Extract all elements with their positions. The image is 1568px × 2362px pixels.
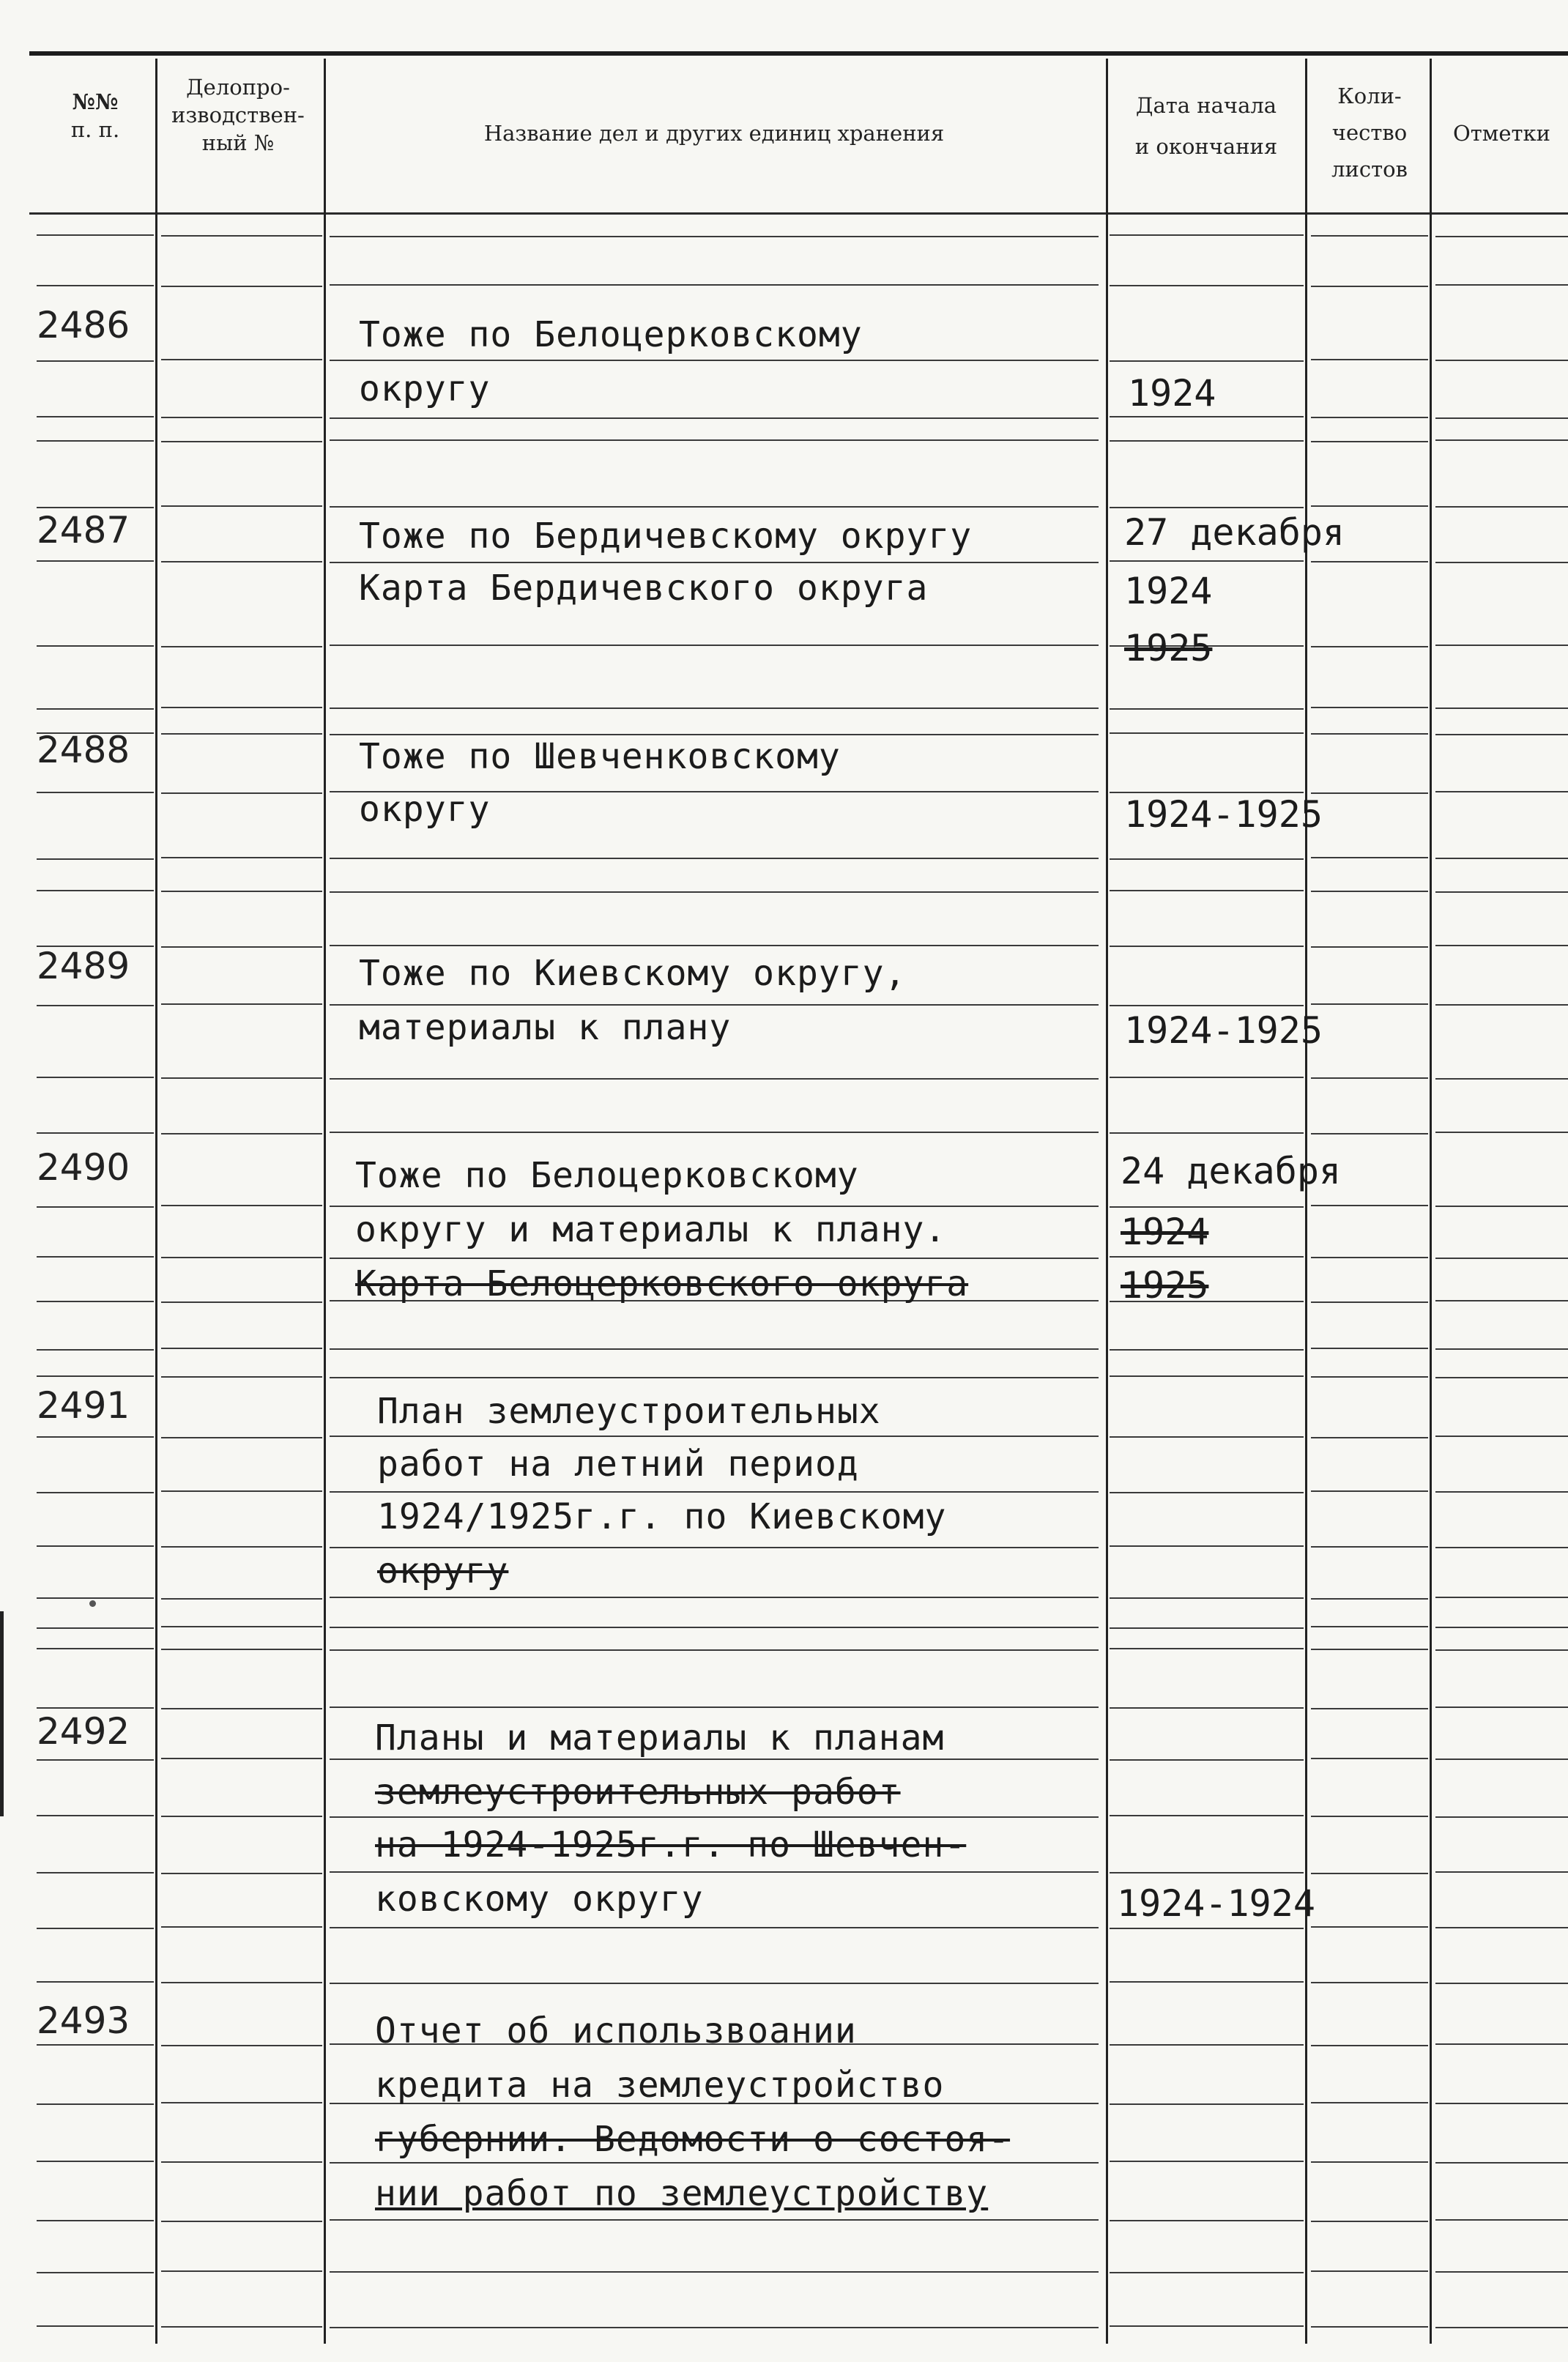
- ruled-line: [1311, 1758, 1428, 1759]
- ruled-line: [1311, 235, 1428, 237]
- header-col-dates: [1107, 92, 1305, 160]
- ruled-line: [1311, 1003, 1428, 1005]
- entry-2492-line3: на 1924-1925г.г. по Шевчен-: [375, 1824, 967, 1865]
- entry-2487-number: 2487: [37, 509, 130, 551]
- ruled-line: [161, 359, 322, 360]
- ruled-line: [161, 1546, 322, 1548]
- ruled-line: [161, 1257, 322, 1258]
- ruled-line: [1110, 1981, 1304, 1983]
- entry-2493-number: 2493: [37, 1999, 130, 2042]
- header-top-rule: [29, 51, 1568, 56]
- ruled-line: [1311, 1873, 1428, 1874]
- entry-2491-line1: План землеустроительных: [377, 1391, 881, 1432]
- ruled-line: [161, 946, 322, 948]
- ruled-line: [37, 1707, 154, 1709]
- ruled-line: [1311, 561, 1428, 562]
- ruled-line: [161, 1301, 322, 1303]
- ruled-line: [37, 645, 154, 647]
- ruled-line: [1311, 946, 1428, 948]
- ruled-line: [330, 284, 1099, 286]
- ruled-line: [1435, 1078, 1568, 1080]
- ruled-line: [37, 1005, 154, 1006]
- ruled-line: [161, 1982, 322, 1983]
- ruled-line: [330, 1983, 1099, 1984]
- header-col-case-line3: ный №: [201, 130, 275, 155]
- header-col-title-text: Название дел и других единиц хранения: [483, 121, 945, 146]
- ruled-line: [1311, 1926, 1428, 1928]
- ruled-line: [1311, 646, 1428, 647]
- entry-2493-line1: Отчет об использвоании: [375, 2010, 857, 2051]
- ruled-line: [37, 792, 154, 793]
- entry-2492-line4: ковскому округу: [375, 1879, 704, 1920]
- ruled-line: [1435, 1983, 1568, 1984]
- ruled-line: [1311, 1626, 1428, 1627]
- ruled-line: [37, 1627, 154, 1629]
- ruled-line: [1311, 1301, 1428, 1303]
- header-col-sheets: [1307, 82, 1432, 183]
- column-divider-3: [1106, 59, 1108, 2344]
- ruled-line: [330, 1132, 1099, 1133]
- ruled-line: [1435, 1627, 1568, 1628]
- ruled-line: [161, 1816, 322, 1817]
- ruled-line: [1311, 441, 1428, 442]
- ruled-line: [1311, 1708, 1428, 1709]
- ruled-line: [37, 1132, 154, 1134]
- ruled-line: [1110, 858, 1304, 860]
- entry-2487-date1: 27 декабря: [1124, 511, 1345, 554]
- ruled-line: [1311, 1490, 1428, 1492]
- entry-2488-date: 1924-1925: [1124, 793, 1323, 836]
- ruled-line: [1311, 792, 1428, 794]
- header-col-number-line2: п. п.: [70, 117, 120, 142]
- ruled-line: [37, 1206, 154, 1208]
- header-col-notes-text: Отметки: [1452, 121, 1551, 146]
- ruled-line: [1435, 1706, 1568, 1708]
- ruled-line: [330, 236, 1099, 237]
- ruled-line: [1435, 1758, 1568, 1760]
- header-col-number-line1: №№: [72, 89, 119, 114]
- ruled-line: [1311, 2045, 1428, 2046]
- ruled-line: [37, 2220, 154, 2221]
- ruled-line: [161, 2326, 322, 2328]
- ruled-line: [1110, 1597, 1304, 1599]
- ruled-line: [37, 1077, 154, 1078]
- ruled-line: [1435, 1871, 1568, 1873]
- ruled-line: [330, 1078, 1099, 1080]
- ruled-line: [1435, 858, 1568, 859]
- entry-2491-number: 2491: [37, 1384, 130, 1427]
- entry-2488-number: 2488: [37, 729, 130, 771]
- ruled-line: [1311, 359, 1428, 360]
- ruled-line: [1311, 1649, 1428, 1650]
- entry-2489-line2: материалы к плану: [359, 1007, 732, 1048]
- ruled-line: [1311, 2102, 1428, 2103]
- ruled-line: [1110, 2272, 1304, 2273]
- ruled-line: [161, 2045, 322, 2046]
- ruled-line: [1435, 2043, 1568, 2045]
- ruled-line: [1311, 1077, 1428, 1079]
- header-col-case-line2: изводствен-: [171, 103, 305, 127]
- entry-2492-line1: Планы и материалы к планам: [375, 1717, 945, 1758]
- ruled-line: [330, 1377, 1099, 1378]
- ruled-line: [330, 891, 1099, 893]
- ruled-line: [1311, 891, 1428, 892]
- ruled-line: [1435, 2327, 1568, 2328]
- column-divider-4: [1305, 59, 1307, 2344]
- ruled-line: [37, 1301, 154, 1302]
- ruled-line: [1435, 1004, 1568, 1006]
- column-divider-2: [324, 59, 326, 2344]
- entry-2490-line3: Карта Белоцерковского округа: [355, 1263, 969, 1304]
- entry-2486-line2: округу: [359, 368, 491, 409]
- ruled-line: [1311, 707, 1428, 708]
- ruled-line: [37, 1597, 154, 1599]
- ruled-line: [1435, 1547, 1568, 1548]
- ruled-line: [37, 1545, 154, 1547]
- ruled-line: [161, 417, 322, 418]
- ruled-line: [37, 234, 154, 236]
- ruled-line: [1110, 1545, 1304, 1547]
- ruled-line: [161, 1649, 322, 1650]
- entry-2487-date2: 1924: [1124, 570, 1213, 612]
- ruled-line: [1435, 1206, 1568, 1207]
- ruled-line: [1311, 1598, 1428, 1600]
- ruled-line: [1435, 645, 1568, 646]
- ruled-line: [1110, 560, 1304, 562]
- ruled-line: [1435, 791, 1568, 792]
- column-divider-5: [1430, 59, 1432, 2344]
- entry-2486-date: 1924: [1128, 372, 1216, 415]
- ruled-line: [330, 1927, 1099, 1928]
- ruled-line: [37, 1492, 154, 1493]
- ruled-line: [1110, 1132, 1304, 1134]
- ruled-line: [1435, 1348, 1568, 1350]
- entry-2490-number: 2490: [37, 1146, 130, 1189]
- ruled-line: [37, 507, 154, 508]
- ruled-line: [1311, 286, 1428, 287]
- ruled-line: [1110, 2220, 1304, 2221]
- entry-2493-line3: губернии. Ведомости о состоя-: [375, 2119, 1011, 2160]
- ruled-line: [1311, 1257, 1428, 1258]
- ruled-line: [1435, 945, 1568, 946]
- ruled-line: [161, 1598, 322, 1600]
- ruled-line: [37, 2272, 154, 2273]
- ruled-line: [161, 1003, 322, 1005]
- ruled-line: [161, 286, 322, 287]
- ruled-line: [1110, 234, 1304, 236]
- entry-2488-line2: округу: [359, 789, 491, 830]
- ruled-line: [1110, 1349, 1304, 1351]
- ruled-line: [1110, 1375, 1304, 1377]
- entry-2489-date: 1924-1925: [1124, 1009, 1323, 1052]
- header-col-dates-line1: Дата начала: [1135, 93, 1277, 118]
- ruled-line: [330, 1627, 1099, 1628]
- ruled-line: [1110, 360, 1304, 362]
- ruled-line: [161, 1626, 322, 1627]
- entry-2487-date3: 1925: [1124, 627, 1213, 669]
- ruled-line: [161, 1490, 322, 1492]
- ruled-line: [1311, 2270, 1428, 2272]
- ruled-line: [1110, 708, 1304, 710]
- ruled-line: [161, 1437, 322, 1438]
- ruled-line: [330, 1649, 1099, 1651]
- ruled-line: [1435, 2271, 1568, 2273]
- ruled-line: [37, 1815, 154, 1816]
- ruled-line: [1110, 890, 1304, 891]
- ruled-line: [161, 2221, 322, 2222]
- ruled-line: [1435, 1377, 1568, 1378]
- header-col-title: [330, 119, 1099, 147]
- ruled-line: [1311, 1437, 1428, 1438]
- ruled-line: [1435, 1597, 1568, 1598]
- ruled-line: [1311, 2161, 1428, 2163]
- ruled-line: [1435, 1816, 1568, 1818]
- entry-2491-line4: округу: [377, 1550, 509, 1592]
- entry-2491-line3: 1924/1925г.г. по Киевскому: [377, 1496, 947, 1537]
- ruled-line: [1110, 1627, 1304, 1629]
- header-col-case-line1: Делопро-: [186, 75, 290, 100]
- entry-2490-line1: Тоже по Белоцерковскому: [355, 1155, 859, 1196]
- entry-2489-number: 2489: [37, 945, 130, 987]
- entry-2489-line1: Тоже по Киевскому округу,: [359, 953, 907, 994]
- ruled-line: [1435, 1649, 1568, 1651]
- entry-2487-line2: Карта Бердичевского округа: [359, 568, 929, 609]
- ruled-line: [1110, 1492, 1304, 1493]
- header-col-case-number: [154, 73, 322, 157]
- entry-2490-date1: 24 декабря: [1121, 1150, 1342, 1192]
- ruled-line: [161, 505, 322, 507]
- column-divider-1: [155, 59, 157, 2344]
- ruled-line: [330, 1348, 1099, 1350]
- ruled-line: [1435, 439, 1568, 441]
- entry-2493-line4: нии работ по землеустройству: [375, 2173, 989, 2214]
- ruled-line: [1110, 1648, 1304, 1649]
- ruled-line: [1435, 1300, 1568, 1301]
- ruled-line: [161, 857, 322, 858]
- ruled-line: [37, 2161, 154, 2162]
- ink-dot: [89, 1600, 96, 1607]
- ruled-line: [161, 792, 322, 794]
- left-edge-mark: [0, 1611, 4, 1816]
- ruled-line: [1110, 1077, 1304, 1078]
- entry-2490-line2: округу и материалы к плану.: [355, 1209, 947, 1250]
- ruled-line: [1311, 2221, 1428, 2222]
- ruled-line: [330, 858, 1099, 859]
- ruled-line: [1110, 1436, 1304, 1438]
- ruled-line: [1435, 891, 1568, 893]
- ruled-line: [37, 1981, 154, 1983]
- entry-2492-date: 1924-1924: [1117, 1882, 1315, 1925]
- ruled-line: [1435, 2162, 1568, 2164]
- ruled-line: [1311, 1133, 1428, 1134]
- ruled-line: [37, 858, 154, 860]
- ruled-line: [330, 708, 1099, 709]
- ruled-line: [1311, 417, 1428, 418]
- entry-2493-line2: кредита на землеустройство: [375, 2065, 945, 2106]
- ruled-line: [161, 2270, 322, 2272]
- ruled-line: [161, 707, 322, 708]
- ruled-line: [1435, 2103, 1568, 2104]
- ruled-line: [1311, 2326, 1428, 2328]
- ruled-line: [1311, 733, 1428, 735]
- ruled-line: [1311, 1982, 1428, 1983]
- header-bottom-rule: [29, 212, 1568, 215]
- header-col-dates-line2: и окончания: [1134, 134, 1278, 159]
- ruled-line: [1110, 2103, 1304, 2105]
- ruled-line: [161, 1133, 322, 1134]
- header-col-sheets-line1: Коли-: [1337, 83, 1402, 108]
- ruled-line: [1435, 1491, 1568, 1493]
- ruled-line: [330, 439, 1099, 441]
- header-col-number: [40, 88, 150, 144]
- ruled-line: [161, 2102, 322, 2103]
- ruled-line: [1435, 734, 1568, 735]
- ruled-line: [1435, 1436, 1568, 1437]
- ruled-line: [161, 891, 322, 892]
- header-col-sheets-line2: чество: [1331, 120, 1408, 145]
- ruled-line: [37, 440, 154, 442]
- ruled-line: [1110, 2325, 1304, 2327]
- ruled-line: [37, 1436, 154, 1438]
- ruled-line: [37, 2325, 154, 2327]
- ruled-line: [161, 561, 322, 562]
- ruled-line: [161, 2161, 322, 2163]
- ruled-line: [330, 506, 1099, 508]
- ruled-line: [1110, 440, 1304, 442]
- ruled-line: [161, 1348, 322, 1349]
- ruled-line: [161, 646, 322, 647]
- entry-2490-date2: 1924: [1121, 1211, 1209, 1253]
- ruled-line: [161, 1926, 322, 1928]
- ruled-line: [161, 1376, 322, 1378]
- ruled-line: [37, 1928, 154, 1929]
- ruled-line: [1311, 1546, 1428, 1548]
- ruled-line: [161, 733, 322, 735]
- ruled-line: [161, 441, 322, 442]
- ruled-line: [1435, 708, 1568, 709]
- ruled-line: [37, 1648, 154, 1649]
- ruled-line: [1311, 1376, 1428, 1378]
- ruled-line: [1435, 1132, 1568, 1133]
- ruled-line: [1110, 285, 1304, 286]
- ruled-line: [1435, 506, 1568, 508]
- ruled-line: [1110, 2161, 1304, 2162]
- ruled-line: [330, 1706, 1099, 1708]
- entry-2490-date3: 1925: [1121, 1264, 1209, 1307]
- ruled-line: [161, 1205, 322, 1206]
- ruled-line: [37, 1256, 154, 1258]
- ruled-line: [1110, 732, 1304, 734]
- ruled-line: [1435, 2219, 1568, 2221]
- entry-2486-line1: Тоже по Белоцерковскому: [359, 314, 863, 355]
- header-col-notes: [1435, 119, 1568, 147]
- ruled-line: [37, 416, 154, 417]
- ruled-line: [37, 1375, 154, 1377]
- entry-2492-line2: землеустроительных работ: [375, 1772, 901, 1813]
- ruled-line: [1311, 1205, 1428, 1206]
- ruled-line: [1311, 1816, 1428, 1817]
- ruled-line: [161, 1077, 322, 1079]
- ruled-line: [161, 1758, 322, 1759]
- entry-2491-line2: работ на летний период: [377, 1444, 859, 1485]
- ruled-line: [37, 285, 154, 286]
- ruled-line: [1435, 1258, 1568, 1259]
- ruled-line: [1435, 562, 1568, 563]
- entry-2492-number: 2492: [37, 1710, 130, 1753]
- ruled-line: [37, 1759, 154, 1761]
- ruled-line: [37, 560, 154, 562]
- ruled-line: [37, 2044, 154, 2046]
- ruled-line: [1311, 1348, 1428, 1349]
- ruled-line: [37, 1349, 154, 1351]
- ruled-line: [1110, 1872, 1304, 1873]
- ruled-line: [1110, 1759, 1304, 1761]
- ruled-line: [1110, 946, 1304, 947]
- ruled-line: [1110, 1707, 1304, 1709]
- ruled-line: [37, 1872, 154, 1873]
- ruled-line: [330, 645, 1099, 646]
- entry-2488-line1: Тоже по Шевченковскому: [359, 736, 841, 777]
- ruled-line: [37, 708, 154, 710]
- ruled-line: [1435, 417, 1568, 419]
- ruled-line: [161, 1708, 322, 1709]
- ruled-line: [330, 417, 1099, 419]
- entry-2487-line1: Тоже по Бердичевскому округу: [359, 516, 973, 557]
- ruled-line: [330, 2327, 1099, 2328]
- ruled-line: [161, 235, 322, 237]
- ruled-line: [37, 2103, 154, 2105]
- header-col-sheets-line3: листов: [1331, 157, 1408, 182]
- ruled-line: [330, 2271, 1099, 2273]
- ruled-line: [1435, 360, 1568, 361]
- ruled-line: [1110, 1815, 1304, 1816]
- ruled-line: [37, 360, 154, 362]
- ruled-line: [161, 1873, 322, 1874]
- ruled-line: [1435, 236, 1568, 237]
- entry-2486-number: 2486: [37, 304, 130, 346]
- ruled-line: [1435, 284, 1568, 286]
- ruled-line: [1311, 857, 1428, 858]
- ruled-line: [1110, 2044, 1304, 2046]
- ruled-line: [37, 890, 154, 891]
- ruled-line: [1435, 1927, 1568, 1928]
